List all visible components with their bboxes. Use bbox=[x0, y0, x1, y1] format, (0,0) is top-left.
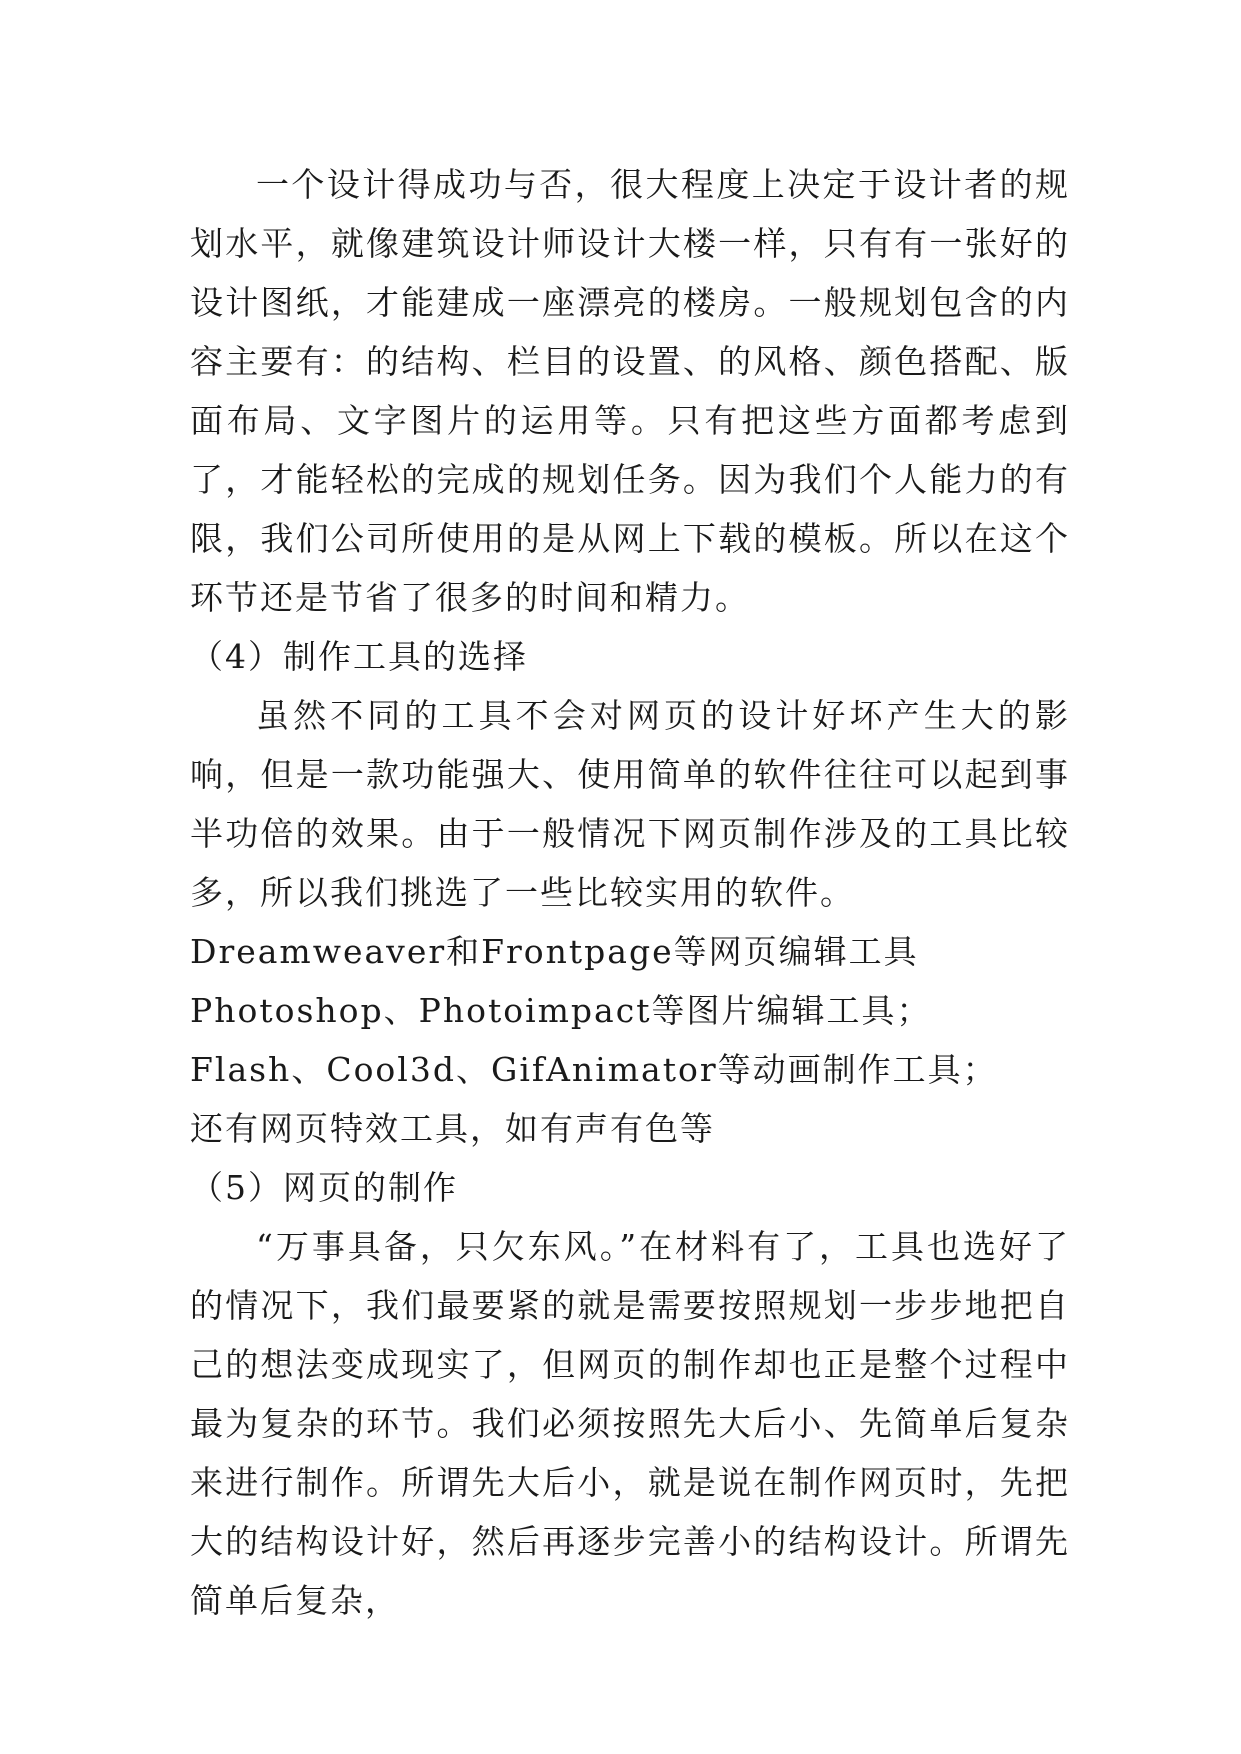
tool-item-web-editors: Dreamweaver和Frontpage等网页编辑工具 bbox=[190, 932, 919, 971]
paragraph-production: “万事具备，只欠东风。”在材料有了，工具也选好了的情况下，我们最要紧的就是需要按照规划一步步地把自己的想法变成现实了，但网页的制作却也正是整个过程中最为复杂的环节。我们必须按照先大后小、先简单后复杂来进行制作。所谓先大后小，就是说在制作网页时，先把大的结构设计好，然后再逐步完善小的结构设计。所谓先简单后复杂， bbox=[190, 1227, 1070, 1620]
tool-item-animation-tools: Flash、Cool3d、GifAnimator等动画制作工具； bbox=[190, 1050, 998, 1089]
tool-item-effects-tools: 还有网页特效工具，如有声有色等 bbox=[190, 1109, 715, 1148]
paragraph-tools-intro: 虽然不同的工具不会对网页的设计好坏产生大的影响，但是一款功能强大、使用简单的软件往往可以起到事半功倍的效果。由于一般情况下网页制作涉及的工具比较多，所以我们挑选了一些比较实用的软件。 bbox=[190, 696, 1070, 912]
paragraph-planning: 一个设计得成功与否，很大程度上决定于设计者的规划水平，就像建筑设计师设计大楼一样，只有有一张好的设计图纸，才能建成一座漂亮的楼房。一般规划包含的内容主要有：的结构、栏目的设置、的风格、颜色搭配、版面布局、文字图片的运用等。只有把这些方面都考虑到了，才能轻松的完成的规划任务。因为我们个人能力的有限，我们公司所使用的是从网上下载的模板。所以在这个环节还是节省了很多的时间和精力。 bbox=[190, 165, 1070, 617]
document-body bbox=[190, 155, 1070, 1630]
section-heading-production: （5）网页的制作 bbox=[190, 1168, 458, 1207]
tool-item-image-editors: Photoshop、Photoimpact等图片编辑工具； bbox=[190, 991, 932, 1030]
section-heading-tools: （4）制作工具的选择 bbox=[190, 637, 528, 676]
